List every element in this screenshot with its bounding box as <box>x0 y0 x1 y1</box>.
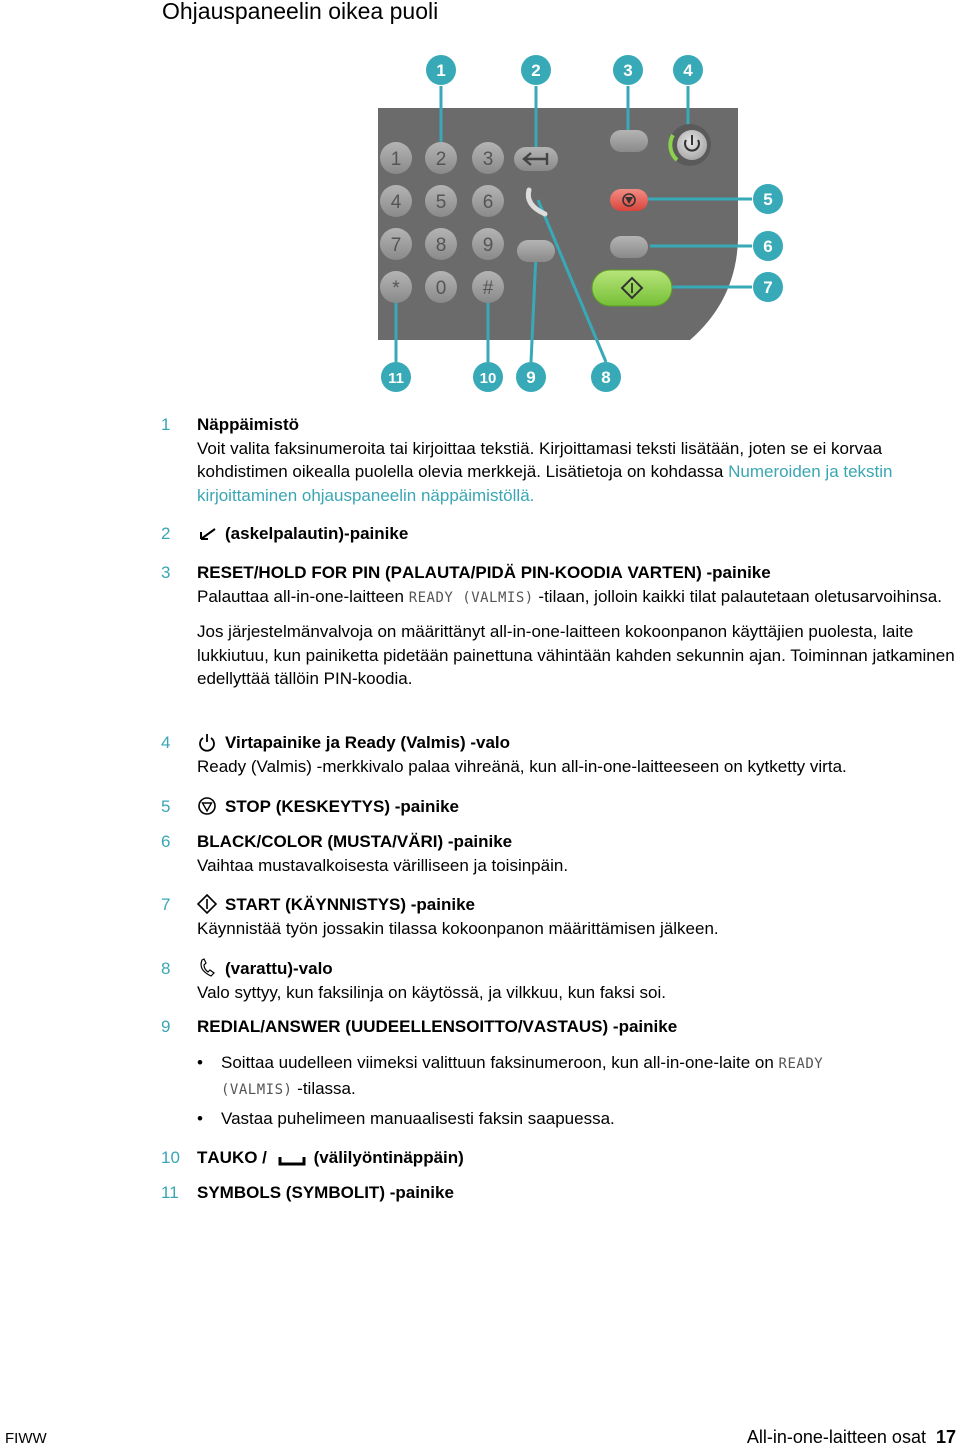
item-number: 3 <box>161 563 171 582</box>
item-title: TAUKO / (välilyöntinäppäin) <box>197 1148 464 1167</box>
item-title: (varattu)-valo <box>225 959 333 978</box>
black-color-button <box>610 236 648 258</box>
svg-text:5: 5 <box>435 192 447 213</box>
svg-text:0: 0 <box>435 278 447 299</box>
callout-2 <box>521 55 551 85</box>
svg-text:#: # <box>482 278 494 299</box>
svg-text:7: 7 <box>390 235 402 256</box>
item-number: 8 <box>161 959 171 978</box>
item-description: Palauttaa all-in-one-laitteen READY (VALMIS) -tilaan, jolloin kaikki tilat palautetaan oletusarvoihinsa. <box>197 586 942 606</box>
item-number: 10 <box>161 1148 180 1167</box>
item-description: Käynnistää työn jossakin tilassa kokoonpanon määrittämisen jälkeen. <box>197 918 719 938</box>
reset-button <box>610 130 648 152</box>
keypad-key-5 <box>425 185 457 217</box>
svg-text:6: 6 <box>482 192 494 213</box>
svg-text:9: 9 <box>482 235 494 256</box>
display-message: (VALMIS) <box>221 1081 293 1098</box>
callout-11 <box>381 362 411 392</box>
item-description-2: Jos järjestelmänvalvoja on määrittänyt all-in-one-laitteen kokoonpanon käyttäjien puolesta, laite lukkiutuu, kun painiketta pidetään painettuna vähintään kahden sekunnin ajan. Toiminnan jatkaminen edellyttää tällöin PIN-koodia. <box>197 622 955 688</box>
start-icon <box>197 894 217 914</box>
svg-text:10: 10 <box>479 370 497 387</box>
keypad-key-4 <box>380 185 412 217</box>
footer-page-info <box>747 1427 956 1448</box>
svg-text:2: 2 <box>531 61 541 80</box>
item-number: 11 <box>161 1183 179 1202</box>
callout-6 <box>753 231 783 261</box>
keypad-key-2 <box>425 142 457 174</box>
start-button <box>592 270 672 306</box>
svg-text:3: 3 <box>482 149 494 170</box>
item-title: STOP (KESKEYTYS) -painike <box>197 795 956 819</box>
keypad-key-3 <box>472 142 504 174</box>
svg-text:4: 4 <box>683 61 693 80</box>
callout-5 <box>753 184 783 214</box>
display-message: READY <box>778 1056 824 1072</box>
keypad-key-6 <box>472 185 504 217</box>
footer-section-title: All-in-one-laitteen osat <box>746 1427 926 1447</box>
item-title: START (KÄYNNISTYS) -painike <box>197 893 956 917</box>
item-title: Virtapainike ja Ready (Valmis) -valo <box>225 733 511 752</box>
bullet: • <box>197 1109 203 1128</box>
keypad-key-1 <box>380 142 412 174</box>
backspace-arrow-icon <box>197 523 217 543</box>
redial-button <box>517 240 555 262</box>
item-title: (askelpalautin)-painike <box>225 524 409 543</box>
item-title: Näppäimistö <box>197 415 300 434</box>
callout-9 <box>516 362 546 392</box>
page-title: Ohjauspaneelin oikea puoli <box>162 0 439 24</box>
svg-text:7: 7 <box>763 278 773 297</box>
svg-text:*: * <box>392 278 400 299</box>
keypad-key-7 <box>380 228 412 260</box>
callout-4 <box>673 55 703 85</box>
footer-language-code: FIWW <box>5 1430 47 1447</box>
svg-text:2: 2 <box>435 149 447 170</box>
callout-7 <box>753 272 783 302</box>
svg-text:1: 1 <box>390 149 402 170</box>
item-number: 9 <box>161 1017 171 1036</box>
item-number: 5 <box>161 797 171 816</box>
space-bar-icon <box>278 1147 306 1167</box>
item-title: RESET/HOLD FOR PIN (PALAUTA/PIDÄ PIN-KOODIA VARTEN) -painike <box>197 563 771 582</box>
callout-3 <box>613 55 643 85</box>
item-number: 1 <box>161 415 171 434</box>
svg-text:11: 11 <box>388 370 404 387</box>
item-description: Vaihtaa mustavalkoisesta värilliseen ja toisinpäin. <box>197 855 569 875</box>
item-title: BLACK/COLOR (MUSTA/VÄRI) -painike <box>197 832 513 851</box>
bullet-text: Soittaa uudelleen viimeksi valittuun faksinumeroon, kun all-in-one-laite on READY (VALMIS) -tilassa. <box>221 1053 824 1098</box>
bullet: • <box>197 1053 203 1072</box>
page-number: 17 <box>935 1427 956 1447</box>
svg-text:5: 5 <box>763 190 773 209</box>
svg-text:8: 8 <box>601 368 611 387</box>
callout-1 <box>426 55 456 85</box>
item-description: Valo syttyy, kun faksilinja on käytössä, ja vilkkuu, kun faksi soi. <box>197 982 666 1002</box>
callout-8 <box>591 362 621 392</box>
item-number: 7 <box>161 895 171 914</box>
keypad-key-8 <box>425 228 457 260</box>
phone-handset-icon <box>197 958 217 978</box>
item-title: SYMBOLS (SYMBOLIT) -painike <box>197 1183 454 1202</box>
svg-text:1: 1 <box>436 61 446 80</box>
power-button <box>669 124 711 166</box>
power-icon <box>197 732 217 752</box>
keypad-key-pause <box>472 271 504 303</box>
svg-text:3: 3 <box>623 61 633 80</box>
display-message: READY (VALMIS) <box>408 589 534 606</box>
stop-icon <box>197 796 217 816</box>
stop-button <box>610 189 648 211</box>
item-title: REDIAL/ANSWER (UUDEELLENSOITTO/VASTAUS) -painike <box>197 1017 678 1036</box>
item-description: Voit valita faksinumeroita tai kirjoittaa tekstiä. Kirjoittamasi teksti lisätään, joten se ei korvaa kohdistimen oikealla puolella olevia merkkejä. Lisätietoja on kohdassa Numeroiden ja tekstin kirjoittaminen ohjauspaneelin näppäimistöllä. <box>197 438 893 505</box>
item-description: Ready (Valmis) -merkkivalo palaa vihreänä, kun all-in-one-laitteeseen on kytketty virta. <box>197 756 847 776</box>
backspace-button <box>514 147 558 171</box>
keypad-key-9 <box>472 228 504 260</box>
callout-10 <box>473 362 503 392</box>
item-number: 4 <box>161 733 171 752</box>
svg-text:9: 9 <box>526 368 536 387</box>
keypad-key-symbols <box>380 271 412 303</box>
bullet-text: Vastaa puhelimeen manuaalisesti faksin saapuessa. <box>221 1109 615 1128</box>
keypad-key-0 <box>425 271 457 303</box>
svg-text:8: 8 <box>435 235 447 256</box>
svg-text:4: 4 <box>390 192 402 213</box>
cross-reference-link[interactable]: Numeroiden ja tekstin kirjoittaminen ohjauspaneelin näppäimistöllä <box>197 462 893 505</box>
item-number: 2 <box>161 524 171 543</box>
svg-text:6: 6 <box>763 237 773 256</box>
item-number: 6 <box>161 832 171 851</box>
control-panel-illustration <box>0 0 960 400</box>
